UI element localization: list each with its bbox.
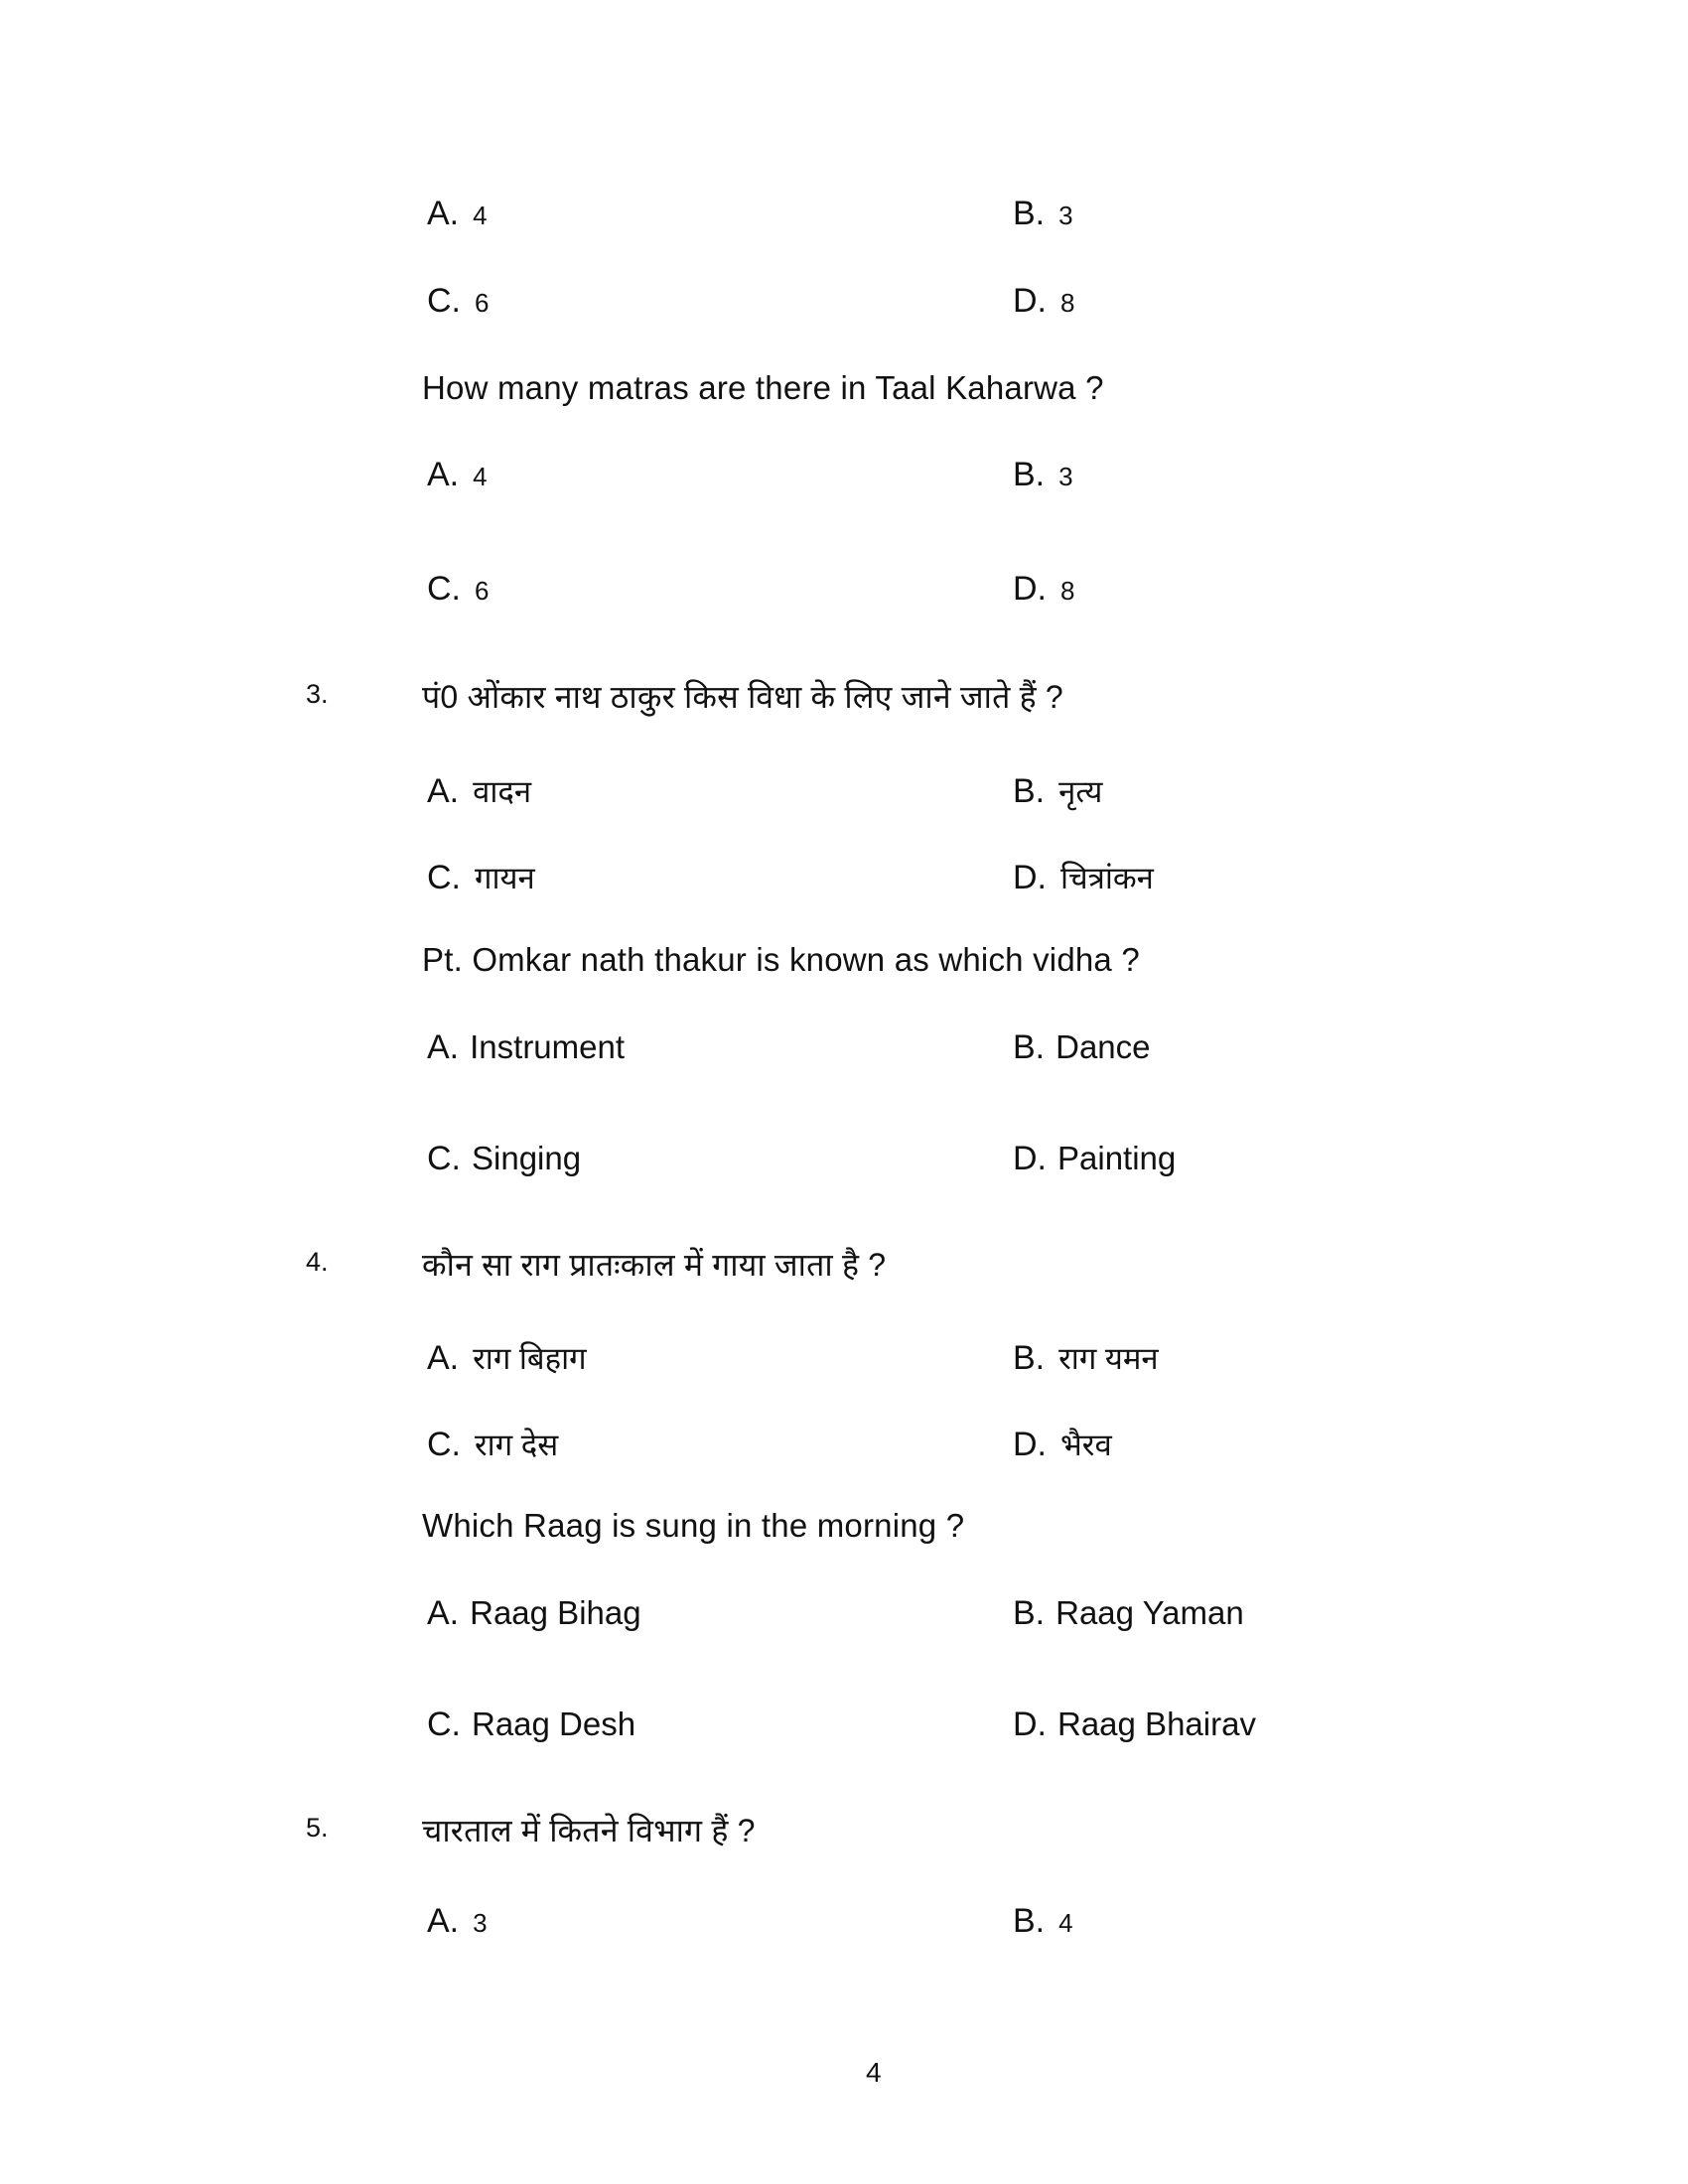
option-value: Raag Yaman	[1055, 1594, 1244, 1631]
option	[427, 1140, 581, 1178]
option-letter: B.	[1013, 772, 1046, 810]
option-letter: D.	[1013, 570, 1047, 608]
option-letter: C.	[427, 570, 461, 608]
question-text: कौन सा राग प्रातःकाल में गाया जाता है ?	[422, 1247, 887, 1283]
question-text: Which Raag is sung in the morning ?	[422, 1507, 965, 1544]
option	[427, 1337, 587, 1379]
question-text: पं0 ओंकार नाथ ठाकुर किस विधा के लिए जाने जाते हैं ?	[422, 679, 1063, 715]
option-letter: B.	[1013, 456, 1046, 493]
option-value: 8	[1060, 288, 1075, 318]
option-value: 8	[1060, 576, 1075, 606]
question-number: 5.	[306, 1813, 329, 1843]
option	[427, 195, 488, 233]
question-text: चारताल में कितने विभाग हैं ?	[422, 1813, 756, 1848]
option-letter: A.	[427, 1902, 460, 1940]
question-number: 3.	[306, 679, 329, 709]
option	[427, 857, 535, 898]
option	[1013, 770, 1102, 812]
option-letter: C.	[427, 1706, 461, 1743]
option-letter: B.	[1013, 1594, 1046, 1632]
option	[427, 282, 489, 321]
option-letter: A.	[427, 772, 460, 810]
option	[1013, 1706, 1256, 1744]
option-value: Singing	[472, 1140, 582, 1176]
option-value: गायन	[475, 861, 535, 895]
option-letter: B.	[1013, 1339, 1046, 1377]
option-value: 6	[475, 576, 490, 606]
question-text: Pt. Omkar nath thakur is known as which vidha ?	[422, 941, 1140, 978]
option	[1013, 570, 1074, 609]
option-letter: D.	[1013, 859, 1047, 896]
question-text: How many matras are there in Taal Kaharwa ?	[422, 369, 1104, 406]
option-letter: B.	[1013, 195, 1046, 232]
question-number: 4.	[306, 1247, 329, 1277]
option-value: 3	[473, 1908, 488, 1938]
option-value: 3	[1058, 201, 1073, 230]
option-letter: A.	[427, 456, 460, 493]
option	[1013, 1140, 1176, 1178]
option	[427, 570, 489, 609]
option	[1013, 1594, 1244, 1633]
option	[1013, 1028, 1151, 1067]
option-value: Raag Bhairav	[1057, 1706, 1256, 1742]
option-letter: A.	[427, 1594, 460, 1632]
option-value: वादन	[473, 774, 532, 809]
option	[1013, 857, 1154, 898]
page-number: 4	[866, 2057, 882, 2088]
option-value: 3	[1058, 462, 1073, 491]
option-letter: D.	[1013, 1426, 1047, 1463]
option	[1013, 195, 1073, 233]
option	[427, 1902, 488, 1941]
option	[427, 1594, 641, 1633]
option-value: Painting	[1057, 1140, 1177, 1176]
option	[1013, 456, 1073, 494]
option	[427, 456, 488, 494]
option-letter: D.	[1013, 1706, 1047, 1743]
option-value: राग देस	[475, 1428, 559, 1462]
option-value: Raag Bihag	[470, 1594, 641, 1631]
option-letter: B.	[1013, 1902, 1046, 1940]
option-value: 4	[1058, 1908, 1073, 1938]
option-letter: A.	[427, 1339, 460, 1377]
option-letter: C.	[427, 282, 461, 320]
option-value: 4	[473, 201, 488, 230]
option-value: 4	[473, 462, 488, 491]
option-value: नृत्य	[1058, 774, 1103, 809]
option-value: Dance	[1055, 1028, 1151, 1065]
option-letter: B.	[1013, 1028, 1046, 1066]
option-letter: A.	[427, 1028, 460, 1066]
option-value: राग बिहाग	[473, 1341, 587, 1376]
option-value: Raag Desh	[472, 1706, 636, 1742]
option-value: राग यमन	[1058, 1341, 1159, 1376]
option	[1013, 1902, 1073, 1941]
option	[427, 770, 531, 812]
option	[427, 1706, 635, 1744]
option-letter: C.	[427, 1140, 461, 1177]
option-letter: D.	[1013, 1140, 1047, 1177]
option	[1013, 282, 1074, 321]
option-letter: C.	[427, 1426, 461, 1463]
option-letter: D.	[1013, 282, 1047, 320]
option-value: Instrument	[470, 1028, 626, 1065]
option	[1013, 1337, 1159, 1379]
option-value: भैरव	[1060, 1428, 1112, 1462]
option	[1013, 1424, 1112, 1465]
option-letter: C.	[427, 859, 461, 896]
option	[427, 1424, 558, 1465]
option-value: 6	[475, 288, 490, 318]
option	[427, 1028, 625, 1067]
option-value: चित्रांकन	[1060, 861, 1154, 895]
option-letter: A.	[427, 195, 460, 232]
